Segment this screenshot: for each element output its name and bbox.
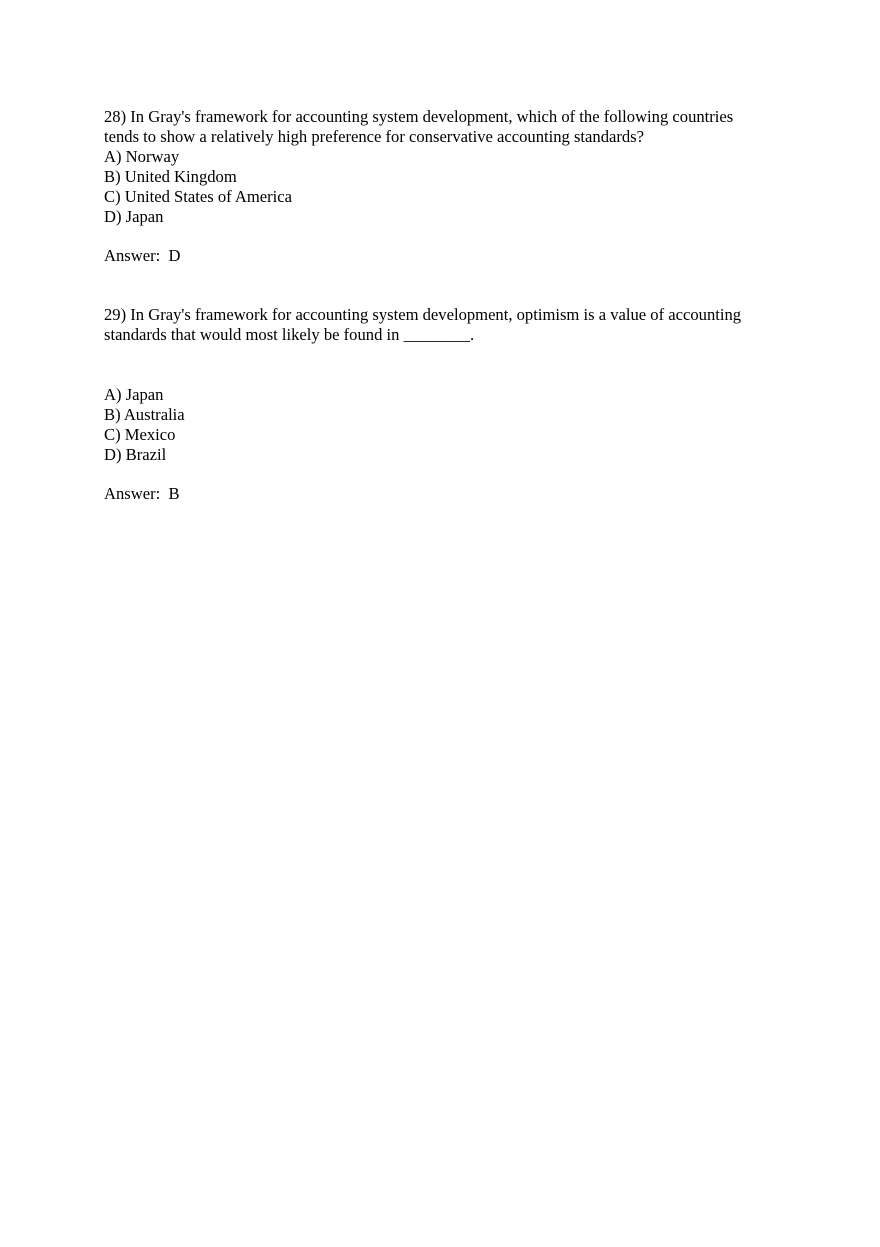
option-d: D) Japan (104, 207, 164, 226)
option-a: A) Norway (104, 147, 180, 166)
option-b: B) United Kingdom (104, 167, 237, 186)
option-d: D) Brazil (104, 445, 167, 464)
question-stem-line: standards that would most likely be found in ________. (104, 325, 475, 344)
answer-key: Answer: B (104, 484, 180, 503)
answer-key: Answer: D (104, 246, 181, 265)
question-stem-line: 28) In Gray's framework for accounting system development, which of the following countries (104, 107, 734, 126)
question-28 (104, 107, 794, 266)
option-c: C) Mexico (104, 425, 176, 444)
question-29 (104, 305, 794, 504)
question-stem-line: 29) In Gray's framework for accounting system development, optimism is a value of accounting (104, 305, 742, 324)
question-stem (104, 305, 794, 345)
question-stem-line: tends to show a relatively high preference for conservative accounting standards? (104, 127, 645, 146)
answer-options (104, 385, 794, 465)
answer-options (104, 147, 794, 227)
question-stem (104, 107, 794, 147)
option-c: C) United States of America (104, 187, 293, 206)
option-b: B) Australia (104, 405, 185, 424)
option-a: A) Japan (104, 385, 164, 404)
